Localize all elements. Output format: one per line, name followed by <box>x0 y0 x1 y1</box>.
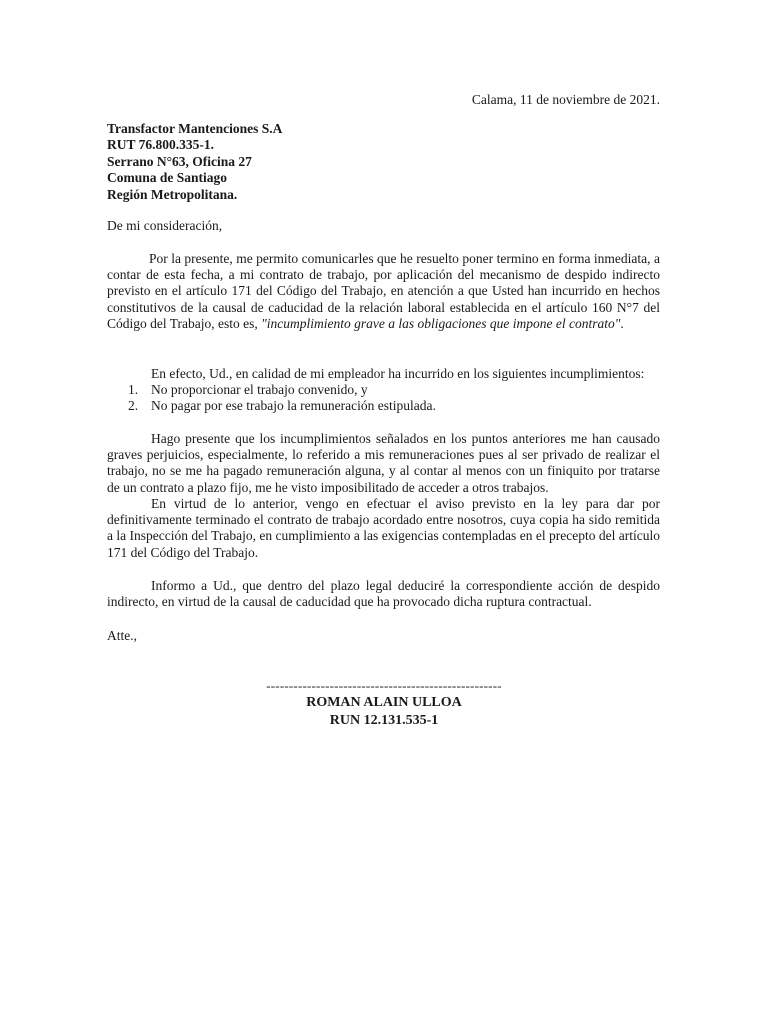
signature-line: ---------------------------------------------------- <box>266 678 502 693</box>
list-item-number: 1. <box>128 382 139 397</box>
breaches-list <box>128 382 658 414</box>
list-item <box>128 398 658 414</box>
signature-block <box>200 678 568 730</box>
paragraph-breaches-intro: En efecto, Ud., en calidad de mi empleador ha incurrido en los siguientes incumplimientos: <box>151 366 645 381</box>
recipient-commune: Comuna de Santiago <box>107 170 228 186</box>
paragraph-termination-end: . <box>620 315 624 331</box>
greeting: De mi consideración, <box>107 218 223 233</box>
signer-name: ROMAN ALAIN ULLOA <box>306 695 462 710</box>
paragraph-damages: Hago presente que los incumplimientos señalados en los puntos anteriores me han causado graves perjuicios, especialmente, lo referido a mis remuneraciones pues al ser privado de realizar el trabajo, no se me ha pagado remuneración alguna, y al contar al menos con un finiquito por tratarse de un contrato a plazo fijo, me he visto imposibilitado de acceder a otros trabajos. <box>107 431 660 495</box>
list-item-number: 2. <box>128 398 139 414</box>
list-item <box>128 382 658 398</box>
recipient-address: Serrano N°63, Oficina 27 <box>107 153 252 169</box>
date-line: Calama, 11 de noviembre de 2021. <box>471 92 660 107</box>
paragraph-legal-action: Informo a Ud., que dentro del plazo legal deduciré la correspondiente acción de despido indirecto, en virtud de la causal de caducidad que ha provocado dicha ruptura contractual. <box>107 578 660 610</box>
list-item-text: No pagar por ese trabajo la remuneración estipulada. <box>151 398 436 414</box>
closing: Atte., <box>107 628 137 643</box>
recipient-region: Región Metropolitana. <box>107 186 238 202</box>
recipient-block <box>107 121 660 203</box>
list-item-text: No proporcionar el trabajo convenido, y <box>151 382 368 397</box>
signer-run: RUN 12.131.535-1 <box>329 713 439 728</box>
paragraph-termination <box>107 251 660 332</box>
recipient-company: Transfactor Mantenciones S.A <box>107 121 283 136</box>
recipient-rut: RUT 76.800.335-1. <box>107 137 215 153</box>
paragraph-termination-text: Por la presente, me permito comunicarles que he resuelto poner termino en forma inmediata, a contar de esta fecha, a mi contrato de trabajo, por aplicación del mecanismo de despido indirecto previsto en el artículo 171 del Código del Trabajo, en atención a que Usted han incurrido en hechos constitutivos de la causal de caducidad de la relación laboral establecida en el artículo 160 N°7 del Código del Trabajo, esto es, <box>107 251 660 331</box>
paragraph-termination-quote: "incumplimiento grave a las obligaciones que impone el contrato" <box>261 315 621 331</box>
paragraph-notice: En virtud de lo anterior, vengo en efectuar el aviso previsto en la ley para dar por definitivamente terminado el contrato de trabajo acordado entre nosotros, cuya copia ha sido remitida a la Inspección del Trabajo, en cumplimiento a las exigencias contempladas en el precepto del artículo 171 del Código del Trabajo. <box>107 496 660 560</box>
